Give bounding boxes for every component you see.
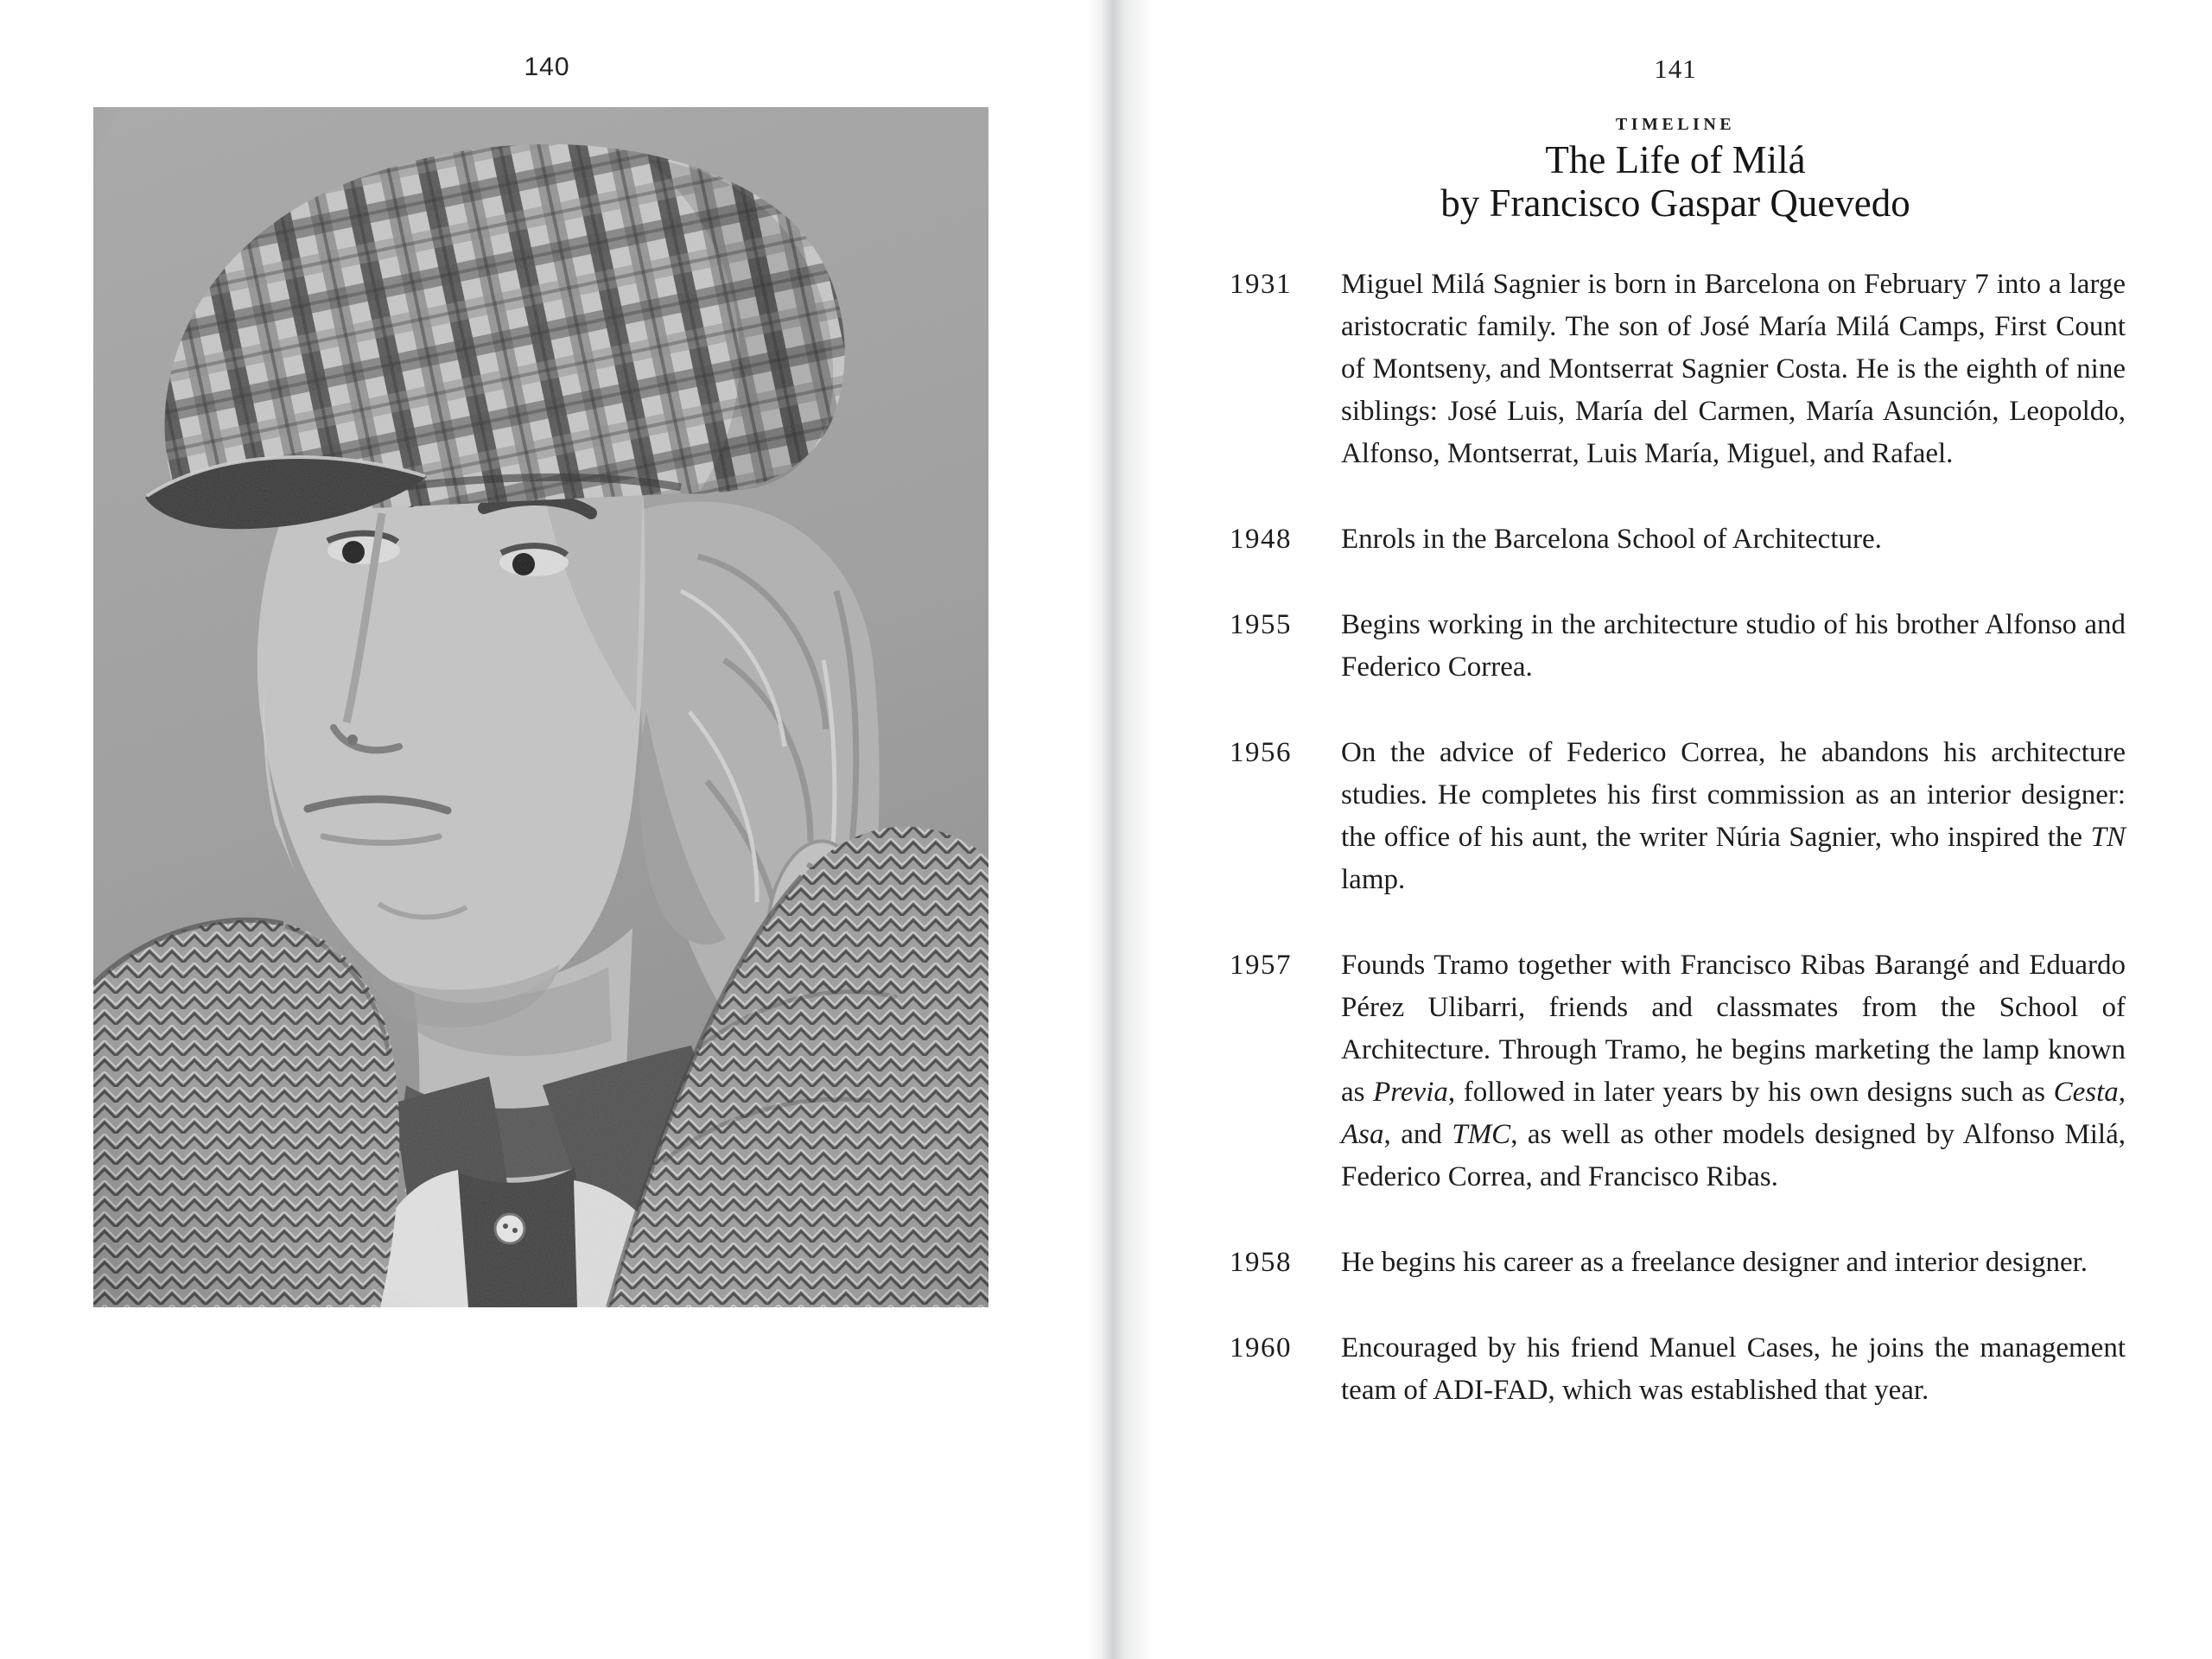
portrait-illustration xyxy=(93,107,988,1307)
design-name-italic: Asa xyxy=(1341,1119,1384,1150)
design-name-italic: Previa xyxy=(1373,1077,1448,1108)
entry-year: 1957 xyxy=(1230,950,1292,981)
entry-text-segment: Encouraged by his friend Manuel Cases, he joins the management team of ADI-FAD, which was established that year. xyxy=(1341,1332,2126,1406)
page-number-left: 140 xyxy=(524,53,570,81)
entry-year: 1958 xyxy=(1230,1247,1292,1278)
page-number-right: 141 xyxy=(1654,54,1697,84)
gutter-shadow xyxy=(1087,0,1153,1659)
design-name-italic: TMC xyxy=(1452,1119,1511,1150)
entry-text-segment: He begins his career as a freelance designer and interior designer. xyxy=(1341,1247,2088,1278)
design-name-italic: Cesta xyxy=(2053,1077,2119,1108)
timeline-entry xyxy=(1230,518,2126,561)
timeline-entry xyxy=(1230,604,2126,689)
timeline-entry xyxy=(1230,1327,2126,1412)
timeline-entry xyxy=(1230,1242,2126,1284)
entry-text-segment: lamp. xyxy=(1341,864,1406,895)
title-line-2: by Francisco Gaspar Quevedo xyxy=(1440,181,1910,225)
timeline-entry xyxy=(1230,264,2126,475)
design-name-italic: TN xyxy=(2090,822,2126,853)
timeline-entry xyxy=(1230,732,2126,901)
entry-year: 1956 xyxy=(1230,737,1292,768)
entry-year: 1960 xyxy=(1230,1332,1292,1363)
entry-text xyxy=(1341,1242,2126,1284)
entry-text-segment: Founds Tramo together with Francisco Ribas Barangé and Eduardo Pérez Ulibarri, friends and classmates from the School of Architecture. Through Tramo, he begins marketing the lamp known as xyxy=(1341,950,2126,1108)
entry-year: 1955 xyxy=(1230,609,1292,640)
section-kicker: TIMELINE xyxy=(1615,115,1736,134)
entry-text xyxy=(1341,264,2126,475)
entry-text-segment: Enrols in the Barcelona School of Architecture. xyxy=(1341,524,1882,555)
title-line-1: The Life of Milá xyxy=(1545,138,1806,181)
timeline-entry xyxy=(1230,944,2126,1198)
chapter-title xyxy=(1139,138,2212,225)
entry-text xyxy=(1341,604,2126,689)
portrait-photo xyxy=(93,107,988,1307)
timeline xyxy=(1230,264,2126,1412)
entry-text-segment: Begins working in the architecture studio of his brother Alfonso and Federico Correa. xyxy=(1341,609,2126,683)
entry-year: 1948 xyxy=(1230,524,1292,555)
entry-text xyxy=(1341,732,2126,901)
entry-text-segment: , xyxy=(2118,1077,2126,1108)
entry-text-segment: On the advice of Federico Correa, he abandons his architecture studies. He completes his first commission as an interior designer: the office of his aunt, the writer Núria Sagnier, who inspired the xyxy=(1341,737,2126,853)
entry-text xyxy=(1341,1327,2126,1412)
entry-text-segment: Miguel Milá Sagnier is born in Barcelona on February 7 into a large aristocratic family. The son of José María Milá Camps, First Count of Montseny, and Montserrat Sagnier Costa. He is the eighth of nine siblings: José Luis, María del Carmen, María Asunción, Leopoldo, Alfonso, Montserrat, Luis María, Miguel, and Rafael. xyxy=(1341,269,2126,469)
entry-text-segment: , followed in later years by his own designs such as xyxy=(1447,1077,2054,1108)
entry-text xyxy=(1341,944,2126,1198)
entry-year: 1931 xyxy=(1230,269,1292,300)
entry-text xyxy=(1341,518,2126,561)
entry-text-segment: , and xyxy=(1383,1119,1452,1150)
entry-text-segment: , as well as other models designed by Alfonso Milá, Federico Correa, and Francisco Ribas. xyxy=(1341,1119,2126,1192)
